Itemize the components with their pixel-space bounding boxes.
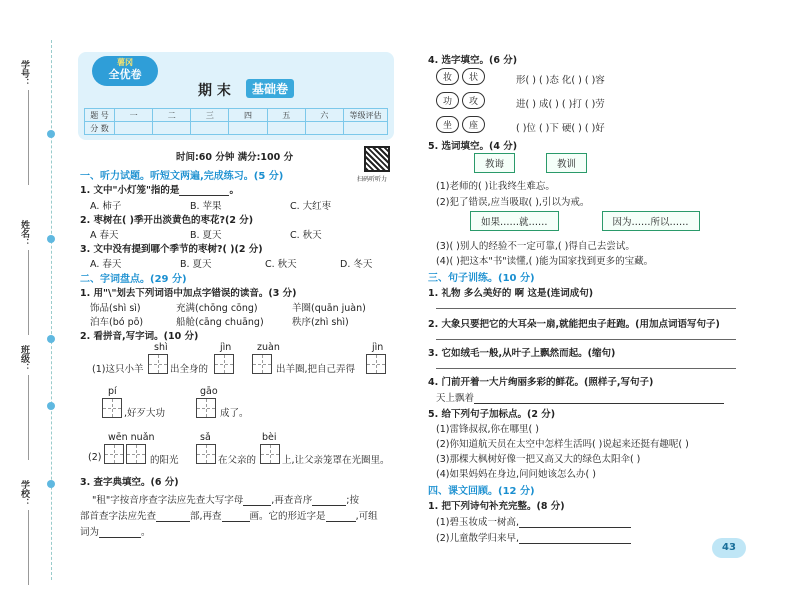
s2-q3-text: 画。它的形近字是 [249,511,326,522]
writing-grid[interactable] [102,398,122,418]
qr-code-icon[interactable] [364,146,390,172]
s2-q3-line1 [92,492,359,506]
char-pair [436,68,485,85]
score-col: 一 [115,109,153,122]
pinyin-choice[interactable]: 秩序(zhì shì) [292,317,349,328]
pinyin-label: sǎ [200,432,211,443]
char-option[interactable]: 攻 [462,92,485,109]
q4-row-3: ( )位 ( )下 硬( ) ( )好 [516,123,605,134]
qr-caption: 扫码听听力 [357,176,388,183]
s3-q4-prefix: 天上飘着 [436,393,475,404]
pinyin-label: gāo [200,386,218,397]
section-3-title: 三、句子训练。(10 分) [428,273,535,284]
exam-type-tag: 基础卷 [246,79,294,98]
poem-line-1 [436,514,631,528]
punctuation-line: (2)你知道航天员在太空中怎样生活吗( )说起来还挺有趣呢( ) [436,439,689,450]
s1-q3-opt-c[interactable]: C. 秋天 [265,259,297,270]
s1-q2: 2. 枣树在( )季开出淡黄色的枣花?(2 分) [80,215,254,226]
q5-line-3: (3)( )别人的经验不一定可靠,( )得自己去尝试。 [436,241,635,252]
page-number: 43 [712,538,746,558]
s2-q2-line3-b: 的阳光 [150,455,179,466]
writing-grid[interactable] [252,354,272,374]
pinyin-choice[interactable]: 泊车(bó pō) [90,317,144,328]
score-cell[interactable] [305,122,343,135]
s2-q2-line2-a: ,好歹大功 [124,408,166,419]
poem-line-prefix: (1)碧玉妆成一树高, [436,517,519,528]
cut-line [51,40,52,580]
q5-line-2: (2)犯了错误,应当吸取( ),引以为戒。 [436,197,590,208]
section-2-title: 二、字词盘点。(29 分) [80,274,187,285]
word-option-group [474,153,587,173]
char-option[interactable]: 座 [462,116,485,133]
answer-line[interactable] [436,339,736,340]
s1-q3: 3. 文中没有提到哪个季节的枣树?( )(2 分) [80,244,263,255]
s2-q2-line2-b: 成了。 [220,408,249,419]
q5-line-1: (1)老师的( )让我终生难忘。 [436,181,555,192]
answer-blank[interactable] [312,496,346,506]
punctuation-line: (3)那棵大枫树好像一把又高又大的绿色太阳伞( ) [436,454,641,465]
s1-q3-opt-a[interactable]: A. 春天 [90,259,122,270]
name-label: 姓名： [19,220,29,247]
s1-q1-opt-a[interactable]: A. 柿子 [90,201,122,212]
brand-badge-top: 薯冈 [117,58,133,67]
s1-q2-opt-b[interactable]: B. 夏天 [190,230,222,241]
writing-grid[interactable] [126,444,146,464]
time-info: 时间:60 分钟 满分:100 分 [176,152,294,163]
pinyin-label: zuàn [257,342,280,353]
q5-title: 5. 选词填空。(4 分) [428,141,518,152]
poem-line-prefix: (2)儿童散学归来早, [436,533,519,544]
s3-q4-line2 [436,390,724,404]
pinyin-choice[interactable]: 羊圈(quān juàn) [292,303,366,314]
score-row-label: 分 数 [85,122,115,135]
s2-q2-line1-b: 出全身的 [170,364,209,375]
score-col: 三 [191,109,229,122]
score-col: 题 号 [85,109,115,122]
char-option[interactable]: 功 [436,92,459,109]
s2-q1: 1. 用"\"划去下列词语中加点字错误的读音。(3 分) [80,288,297,299]
answer-blank[interactable] [519,518,631,528]
s2-q2-line3-a: (2) [88,452,102,463]
s2-q2-line3-c: 在父亲的 [218,455,257,466]
score-cell[interactable] [267,122,305,135]
score-table-header-row [85,109,388,122]
s2-q3-text: 部首查字法应先查 [80,511,157,522]
char-option[interactable]: 状 [462,68,485,85]
s2-q2-line1-a: (1)这只小羊 [92,364,144,375]
word-option[interactable]: 如果……就…… [470,211,559,231]
score-cell[interactable] [191,122,229,135]
s1-q1-end: 。 [229,185,239,196]
score-cell[interactable] [229,122,267,135]
q4-row-2: 进( ) 成( ) ( )打 ( )劳 [516,99,605,110]
s1-q2-opt-c[interactable]: C. 秋天 [290,230,322,241]
answer-line[interactable] [436,368,736,369]
score-col: 等级评估 [344,109,388,122]
answer-blank[interactable] [222,512,250,522]
s1-q1-text: 1. 文中"小灯笼"指的是 [80,185,180,196]
binding-dot [47,335,55,343]
s2-q3-text: 部,再查 [190,511,222,522]
q5-line-4: (4)( )把这本"书"读懂,( )能为国家找到更多的宝藏。 [436,256,654,267]
s1-q1 [80,182,239,196]
s2-q3-text: 词为 [80,527,100,538]
score-cell[interactable] [115,122,153,135]
answer-blank[interactable] [99,528,141,538]
pinyin-label: wēn nuǎn [108,432,155,443]
s3-q5: 5. 给下列句子加标点。(2 分) [428,409,556,420]
s1-q1-opt-b[interactable]: B. 苹果 [190,201,222,212]
pinyin-label: jìn [372,342,384,353]
punctuation-line: (4)如果妈妈在身边,问问她该怎么办( ) [436,469,596,480]
s3-q1: 1. 礼物 多么美好的 啊 这是(连词成句) [428,288,594,299]
pinyin-choice[interactable]: 船舱(cāng chuāng) [176,317,264,328]
student-id-label: 学号： [19,60,29,87]
writing-grid[interactable] [366,354,386,374]
s3-q2: 2. 大象只要把它的大耳朵一扇,就能把虫子赶跑。(用加点词语写句子) [428,319,720,330]
writing-grid[interactable] [148,354,168,374]
score-col: 六 [305,109,343,122]
pinyin-label: jìn [220,342,232,353]
score-cell[interactable] [344,122,388,135]
score-col: 二 [153,109,191,122]
word-option[interactable]: 教诲 [474,153,515,173]
binding-dot [47,130,55,138]
score-table [84,108,388,135]
s2-q3-line3 [80,524,151,538]
pinyin-label: bèi [262,432,277,443]
writing-grid[interactable] [214,354,234,374]
answer-blank[interactable] [243,496,271,506]
binding-dot [47,480,55,488]
q4-row-1: 形( ) ( )态 化( ) ( )容 [516,75,605,86]
s3-q3: 3. 它如绒毛一般,从叶子上飘然而起。(缩句) [428,348,616,359]
char-pair [436,92,485,109]
pinyin-label: pí [108,386,117,397]
s4-q1: 1. 把下列诗句补充完整。(8 分) [428,501,565,512]
score-col: 四 [229,109,267,122]
word-option[interactable]: 教训 [546,153,587,173]
writing-grid[interactable] [196,398,216,418]
s2-q3: 3. 查字典填空。(6 分) [80,477,179,488]
exam-title: 期 末 [198,83,231,99]
answer-line[interactable] [436,308,736,309]
s1-q1-opt-c[interactable]: C. 大红枣 [290,201,332,212]
student-id-line [28,90,29,185]
s2-q2-line3-d: 上,让父亲笼罩在光圈里。 [282,455,390,466]
punctuation-line: (1)雷锋叔叔,你在哪里( ) [436,424,539,435]
score-table-score-row [85,122,388,135]
writing-grid[interactable] [196,444,216,464]
binding-dot [47,235,55,243]
answer-blank[interactable] [156,512,190,522]
s2-q3-line2 [80,508,378,522]
char-pair [436,116,485,133]
pinyin-choice[interactable]: 饰品(shì sì) [90,303,141,314]
s2-q3-text: "租"字按音序查字法应先查大写字母 [92,495,244,506]
word-option-group [470,211,700,231]
s1-q3-opt-d[interactable]: D. 冬天 [340,259,373,270]
answer-blank[interactable] [519,534,631,544]
q4-title: 4. 选字填空。(6 分) [428,55,518,66]
writing-grid[interactable] [104,444,124,464]
s3-q4: 4. 门前开着一大片绚丽多彩的鲜花。(照样子,写句子) [428,377,654,388]
score-cell[interactable] [153,122,191,135]
section-4-title: 四、课文回顾。(12 分) [428,486,535,497]
s2-q2: 2. 看拼音,写字词。(10 分) [80,331,199,342]
s1-q3-opt-b[interactable]: B. 夏天 [180,259,212,270]
binding-dot [47,402,55,410]
s2-q3-text: ,再查音序 [271,495,313,506]
score-col: 五 [267,109,305,122]
word-option[interactable]: 因为……所以…… [602,211,700,231]
class-label: 班级： [19,345,29,372]
poem-line-2 [436,530,631,544]
writing-grid[interactable] [260,444,280,464]
binding-strip [0,0,64,602]
brand-badge [92,56,158,86]
name-line [28,250,29,335]
brand-badge-bottom: 全优卷 [108,68,142,81]
school-line [28,510,29,585]
answer-blank[interactable] [326,512,356,522]
s2-q3-text: ;按 [346,495,359,506]
s2-q3-text: ,可组 [355,511,378,522]
s2-q3-text: 。 [141,527,151,538]
s2-q2-line1-c: 出羊圈,把自己弄得 [276,364,356,375]
answer-blank[interactable] [474,394,724,404]
s1-q2-opt-a[interactable]: A 春天 [90,230,119,241]
pinyin-choice[interactable]: 充满(chōng cōng) [176,303,258,314]
pinyin-label: shì [154,342,168,353]
char-option[interactable]: 妆 [436,68,459,85]
char-option[interactable]: 坐 [436,116,459,133]
class-line [28,375,29,460]
s1-q1-blank[interactable] [179,186,229,196]
school-label: 学校： [19,480,29,507]
section-1-title: 一、听力试题。听短文两遍,完成练习。(5 分) [80,171,284,182]
